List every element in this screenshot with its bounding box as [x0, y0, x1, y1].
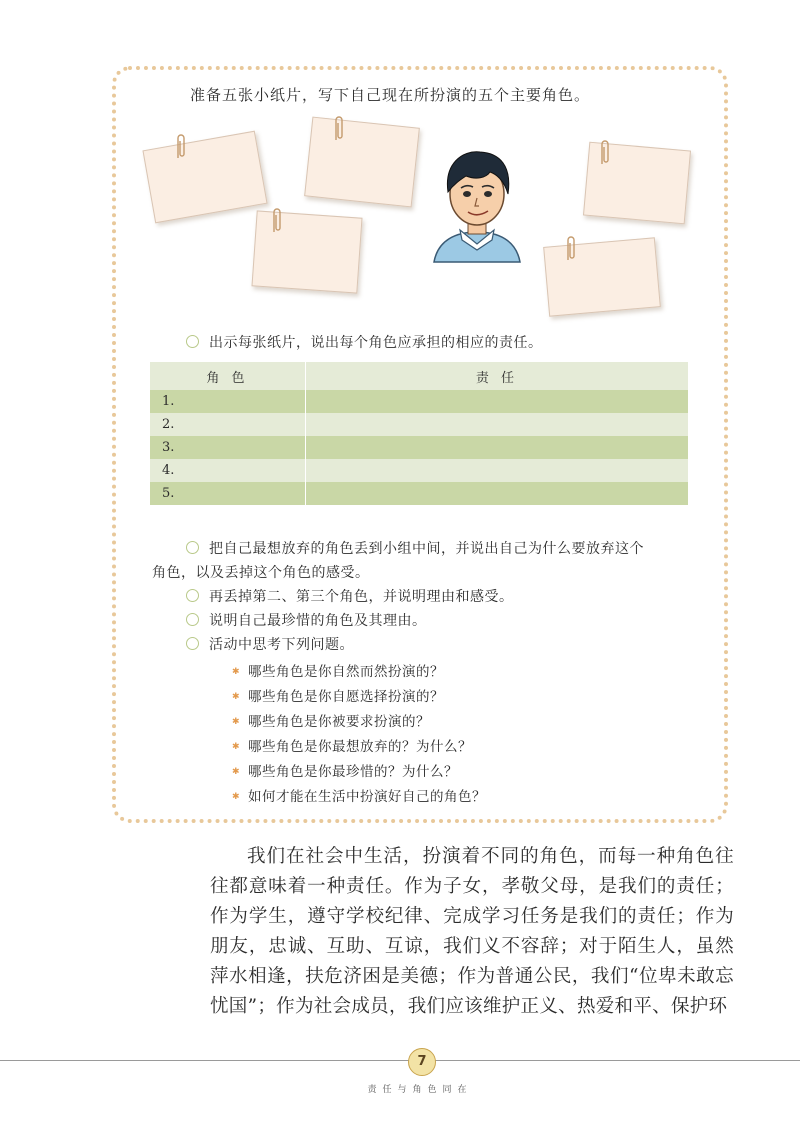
activity-step-5 [186, 634, 354, 654]
row-number: 1. [150, 390, 306, 413]
circle-bullet-icon [186, 589, 199, 602]
paperclip-icon [564, 234, 578, 264]
paper-note-5 [543, 237, 661, 316]
paperclip-icon [332, 114, 346, 144]
body-paragraph: 我们在社会中生活，扮演着不同的角色，而每一种角色往往都意味着一种责任。作为子女，孝敬父母，是我们的责任；作为学生，遵守学校纪律、完成学习任务是我们的责任；作为朋友，忠诚、互助、互谅，我们义不容辞；对于陌生人，虽然萍水相逢，扶危济困是美德；作为普通公民，我们“位卑未敢忘忧国”；作为社会成员，我们应该维护正义、热爱和平、保护环 [210, 846, 734, 1017]
row-number: 3. [150, 436, 306, 459]
activity-step-2-continued: 角色，以及丢掉这个角色的感受。 [152, 565, 370, 581]
responsibility-cell [306, 436, 689, 459]
responsibility-cell [306, 413, 689, 436]
list-item [232, 710, 486, 735]
paperclip-icon [174, 132, 188, 162]
question-text: 哪些角色是你自愿选择扮演的？ [248, 689, 445, 705]
page-number: 7 [408, 1048, 436, 1076]
activity-intro: 准备五张小纸片，写下自己现在所扮演的五个主要角色。 [190, 86, 591, 104]
question-list [232, 660, 486, 810]
question-text: 哪些角色是你自然而然扮演的？ [248, 664, 445, 680]
responsibility-cell [306, 390, 689, 413]
paperclip-icon [598, 138, 612, 168]
list-item [232, 735, 486, 760]
question-text: 如何才能在生活中扮演好自己的角色？ [248, 789, 487, 805]
row-number: 4. [150, 459, 306, 482]
roles-table [150, 362, 688, 505]
activity-step-1 [186, 332, 543, 352]
step-text: 出示每张纸片，说出每个角色应承担的相应的责任。 [209, 335, 543, 351]
column-header-role: 角 色 [150, 362, 306, 390]
paperclip-icon [270, 206, 284, 236]
student-portrait-illustration [426, 144, 528, 266]
question-text: 哪些角色是你最珍惜的？为什么？ [248, 764, 459, 780]
star-bullet-icon: ✱ [232, 692, 241, 702]
table-row [150, 482, 688, 505]
circle-bullet-icon [186, 637, 199, 650]
paper-note-4 [251, 210, 362, 293]
row-number: 2. [150, 413, 306, 436]
list-item [232, 760, 486, 785]
table-row [150, 390, 688, 413]
star-bullet-icon: ✱ [232, 667, 241, 677]
paper-note-2 [304, 117, 420, 208]
star-bullet-icon: ✱ [232, 717, 241, 727]
table-row [150, 413, 688, 436]
star-bullet-icon: ✱ [232, 742, 241, 752]
question-text: 哪些角色是你被要求扮演的？ [248, 714, 431, 730]
table-row [150, 436, 688, 459]
activity-step-2 [186, 538, 644, 558]
list-item [232, 785, 486, 810]
list-item [232, 685, 486, 710]
question-text: 哪些角色是你最想放弃的？为什么？ [248, 739, 473, 755]
step-text: 把自己最想放弃的角色丢到小组中间，并说出自己为什么要放弃这个 [209, 541, 644, 557]
table-row [150, 459, 688, 482]
star-bullet-icon: ✱ [232, 792, 241, 802]
star-bullet-icon: ✱ [232, 767, 241, 777]
list-item [232, 660, 486, 685]
responsibility-cell [306, 482, 689, 505]
responsibility-cell [306, 459, 689, 482]
column-header-responsibility: 责 任 [306, 362, 689, 390]
circle-bullet-icon [186, 613, 199, 626]
step-text: 活动中思考下列问题。 [209, 637, 354, 653]
circle-bullet-icon [186, 541, 199, 554]
activity-step-3 [186, 586, 514, 606]
running-title: 责任与角色同在 [367, 1085, 473, 1095]
step-text: 说明自己最珍惜的角色及其理由。 [209, 613, 427, 629]
activity-step-4 [186, 610, 427, 630]
footer-divider [0, 1060, 800, 1061]
circle-bullet-icon [186, 335, 199, 348]
row-number: 5. [150, 482, 306, 505]
step-text: 再丢掉第二、第三个角色，并说明理由和感受。 [209, 589, 514, 605]
